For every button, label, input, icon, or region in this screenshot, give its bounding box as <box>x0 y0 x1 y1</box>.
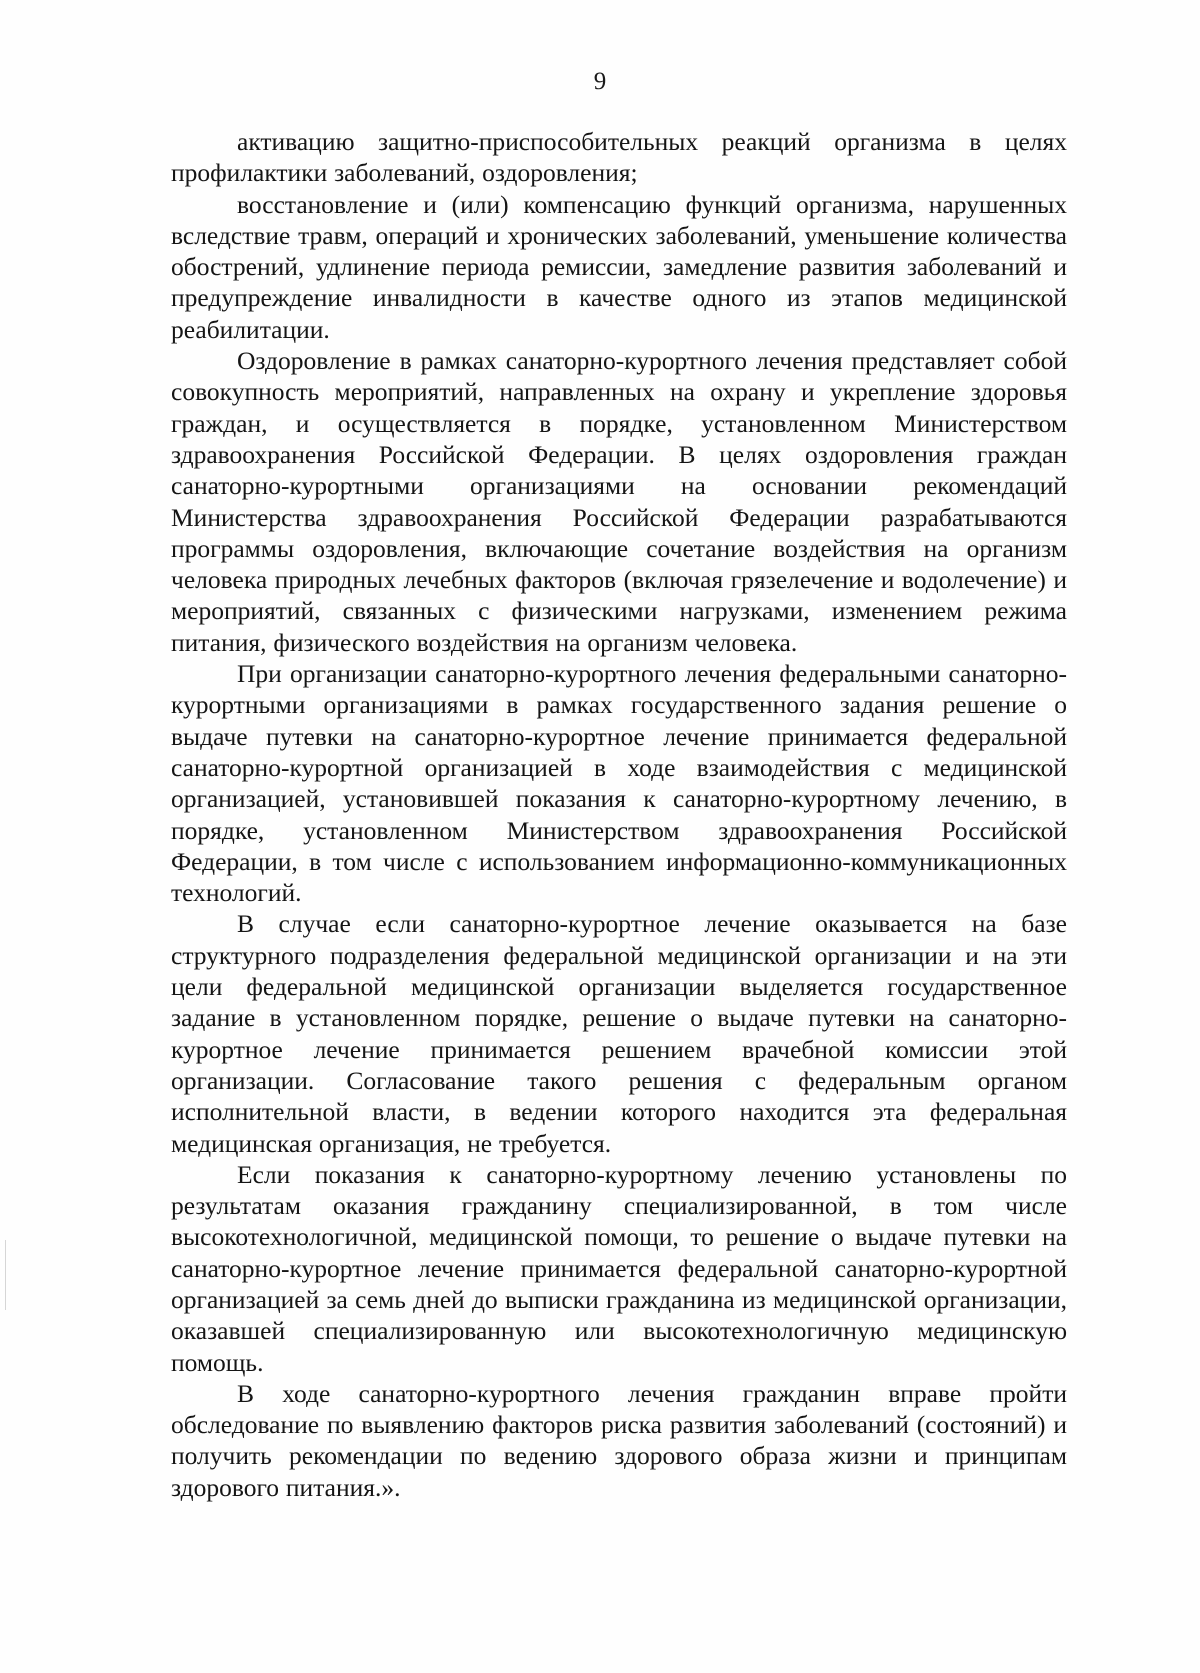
paragraph-5: В случае если санаторно-курортное лечение оказывается на базе структурного подразделения федеральной медицинской организации и на эти цели федеральной медицинской организации выделяется государственное задание в установленном порядке, решение о выдаче путевки на санаторно-курортное лечение принимается решением врачебной комиссии этой организации. Согласование такого решения с федеральным органом исполнительной власти, в ведении которого находится эта федеральная медицинская организация, не требуется. <box>171 909 1067 1158</box>
paragraph-3: Оздоровление в рамках санаторно-курортного лечения представляет собой совокупность мероприятий, направленных на охрану и укрепление здоровья граждан, и осуществляется в порядке, установленном Министерством здравоохранения Российской Федерации. В целях оздоровления граждан санаторно-курортными организациями на основании рекомендаций Министерства здравоохранения Российской Федерации разрабатываются программы оздоровления, включающие сочетание воздействия на организм человека природных лечебных факторов (включая грязелечение и водолечение) и мероприятий, связанных с физическими нагрузками, изменением режима питания, физического воздействия на организм человека. <box>171 346 1067 657</box>
document-body <box>171 126 1067 1503</box>
paragraph-6: Если показания к санаторно-курортному лечению установлены по результатам оказания гражданину специализированной, в том числе высокотехнологичной, медицинской помощи, то решение о выдаче путевки на санаторно-курортное лечение принимается федеральной санаторно-курортной организацией за семь дней до выписки гражданина из медицинской организации, оказавшей специализированную или высокотехнологичную медицинскую помощь. <box>171 1159 1067 1377</box>
paragraph-4: При организации санаторно-курортного лечения федеральными санаторно-курортными организациями в рамках государственного задания решение о выдаче путевки на санаторно-курортное лечение принимается федеральной санаторно-курортной организацией в ходе взаимодействия с медицинской организацией, установившей показания к санаторно-курортному лечению, в порядке, установленном Министерством здравоохранения Российской Федерации, в том числе с использованием информационно-коммуникационных технологий. <box>171 659 1067 908</box>
paragraph-1: активацию защитно-приспособительных реакций организма в целях профилактики заболеваний, оздоровления; <box>171 127 1067 188</box>
scan-edge-mark <box>5 1240 6 1310</box>
page-number: 9 <box>593 68 607 95</box>
paragraph-7: В ходе санаторно-курортного лечения гражданин вправе пройти обследование по выявлению факторов риска развития заболеваний (состояний) и получить рекомендации по ведению здорового образа жизни и принципам здорового питания.». <box>171 1378 1067 1502</box>
paragraph-2: восстановление и (или) компенсацию функций организма, нарушенных вследствие травм, операций и хронических заболеваний, уменьшение количества обострений, удлинение периода ремиссии, замедление развития заболеваний и предупреждение инвалидности в качестве одного из этапов медицинской реабилитации. <box>171 189 1067 344</box>
